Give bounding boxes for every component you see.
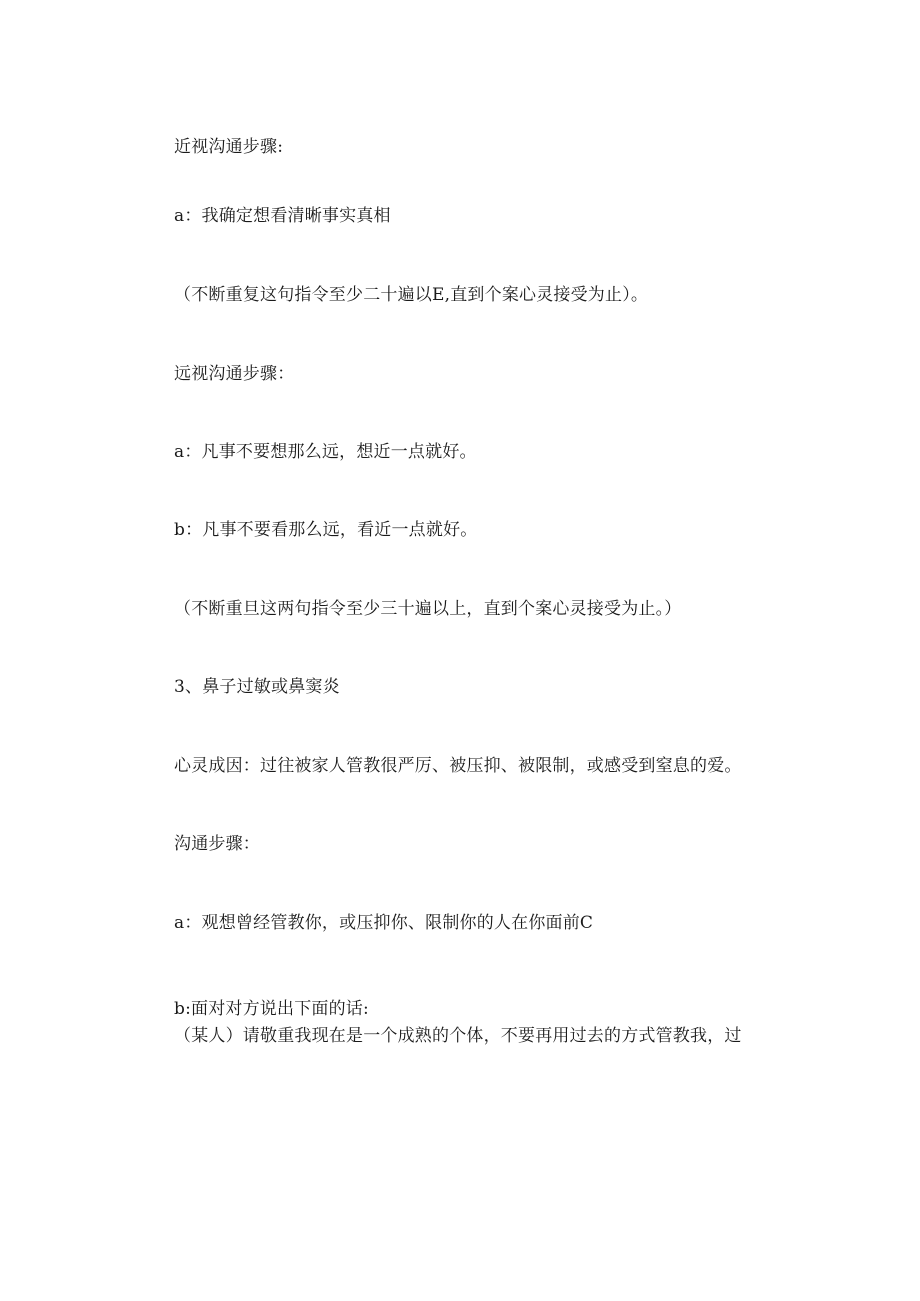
- hyperopia-step-a: a：凡事不要想那么远，想近一点就好。: [174, 442, 477, 462]
- heading-myopia-steps: 近视沟通步骤:: [174, 137, 284, 157]
- hyperopia-step-b: b：凡事不要看那么远，看近一点就好。: [174, 520, 478, 540]
- section-heading-nasal-allergy: 3、鼻子过敏或鼻窦炎: [174, 677, 340, 697]
- statement-text: （某人）请敬重我现在是一个成熟的个体，不要再用过去的方式管教我，过: [174, 1026, 742, 1046]
- psychological-cause: 心灵成因：过往被家人管教很严厉、被压抑、被限制，或感受到窒息的爱。: [174, 756, 742, 776]
- hyperopia-repeat-note: （不断重旦这两句指令至少三十遍以上，直到个案心灵接受为止。）: [174, 599, 682, 619]
- communication-step-b: b:面对对方说出下面的话:: [174, 999, 369, 1019]
- communication-step-a: a：观想曾经管教你，或压抑你、限制你的人在你面前C: [174, 913, 594, 933]
- myopia-repeat-note: （不断重复这句指令至少二十遍以E,直到个案心灵接受为止）。: [174, 285, 649, 305]
- heading-communication-steps: 沟通步骤：: [174, 834, 260, 854]
- heading-hyperopia-steps: 远视沟通步骤：: [174, 364, 295, 384]
- myopia-step-a: a：我确定想看清晰事实真相: [174, 206, 391, 226]
